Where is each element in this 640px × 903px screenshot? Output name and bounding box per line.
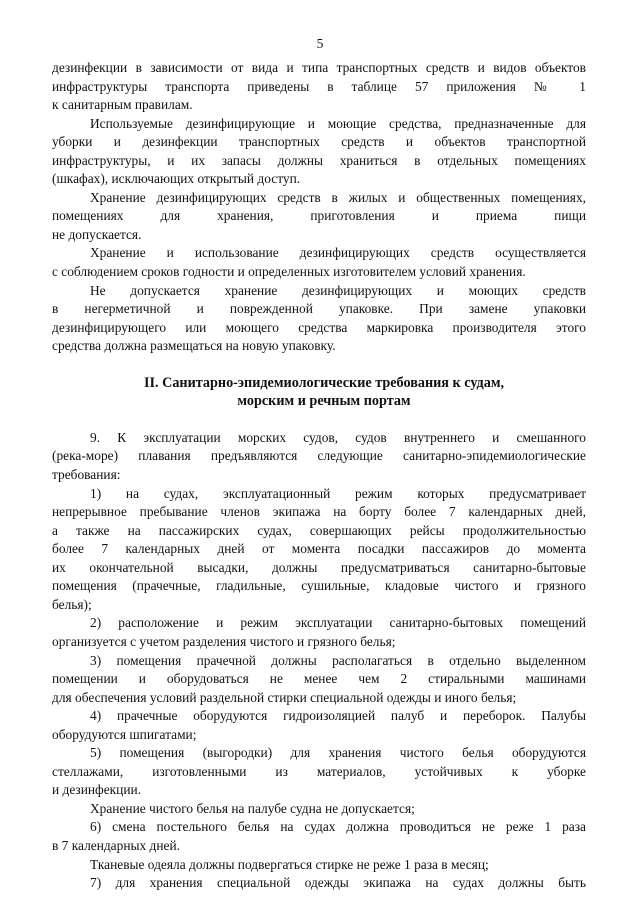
text-line: 6) смена постельного белья на судах должна проводиться не реже 1 раза bbox=[90, 819, 586, 835]
text-line: инфраструктуры, и их запасы должны храниться в отдельных помещениях bbox=[52, 152, 586, 168]
paragraph bbox=[52, 485, 586, 615]
paragraph bbox=[52, 874, 586, 893]
text-line: а также на пассажирских судах, совершающих рейсы продолжительностью bbox=[52, 522, 586, 538]
paragraph bbox=[52, 115, 586, 189]
text-line: с соблюдением сроков годности и определенных изготовителем условий хранения. bbox=[52, 264, 526, 280]
text-line: Хранение и использование дезинфицирующих средств осуществляется bbox=[90, 245, 586, 261]
text-line: стеллажами, изготовленными из материалов, устойчивых к уборке bbox=[52, 763, 586, 779]
paragraph bbox=[52, 614, 586, 651]
text-line: в 7 календарных дней. bbox=[52, 837, 180, 853]
text-line: уборки и дезинфекции транспортных средств и объектов транспортной bbox=[52, 134, 586, 150]
text-line: и дезинфекции. bbox=[52, 782, 142, 798]
spacer bbox=[52, 411, 586, 429]
text-line: непрерывное пребывание членов экипажа на борту более 7 календарных дней, bbox=[52, 504, 586, 520]
paragraph bbox=[52, 800, 586, 819]
paragraph bbox=[52, 652, 586, 708]
text-line: 3) помещения прачечной должны располагаться в отдельно выделенном bbox=[90, 652, 586, 668]
text-line: Не допускается хранение дезинфицирующих и моющих средств bbox=[90, 282, 586, 298]
heading-line: II. Санитарно-эпидемиологические требования к судам, bbox=[143, 374, 505, 391]
text-line: дезинфицирующего или моющего средства маркировка производителя этого bbox=[52, 319, 586, 335]
text-line: 7) для хранения специальной одежды экипажа на судах должны быть bbox=[90, 875, 586, 891]
paragraph bbox=[52, 282, 586, 356]
text-line: Хранение дезинфицирующих средств в жилых и общественных помещениях, bbox=[90, 189, 586, 205]
text-line: 4) прачечные оборудуются гидроизоляцией палуб и переборок. Палубы bbox=[90, 708, 586, 724]
paragraph bbox=[52, 818, 586, 855]
text-line: 5) помещения (выгородки) для хранения чистого белья оборудуются bbox=[90, 745, 586, 761]
text-line: требования: bbox=[52, 467, 121, 483]
document-body bbox=[52, 59, 586, 893]
text-line: для обеспечения условий раздельной стирки специальной одежды и иного белья; bbox=[52, 689, 517, 705]
text-line: 1) на судах, эксплуатационный режим которых предусматривает bbox=[90, 485, 586, 501]
text-line: их окончательной высадки, должны предусматриваться санитарно-бытовые bbox=[52, 559, 586, 575]
text-line: не допускается. bbox=[52, 226, 142, 242]
text-line: помещении и оборудоваться не менее чем 2 стиральными машинами bbox=[52, 671, 586, 687]
text-line: организуется с учетом разделения чистого и грязного белья; bbox=[52, 633, 396, 649]
page-number: 5 bbox=[316, 36, 324, 51]
paragraph bbox=[52, 856, 586, 875]
paragraph bbox=[52, 744, 586, 800]
text-line: белья); bbox=[52, 596, 92, 612]
text-line: средства должна размещаться на новую упаковку. bbox=[52, 338, 336, 354]
heading-line: морским и речным портам bbox=[237, 393, 411, 410]
text-line: помещениях для хранения, приготовления и приема пищи bbox=[52, 208, 586, 224]
text-line: (река-море) плавания предъявляются следующие санитарно-эпидемиологические bbox=[52, 448, 586, 464]
paragraph bbox=[52, 429, 586, 485]
text-line: дезинфекции в зависимости от вида и типа транспортных средств и видов объектов bbox=[52, 60, 586, 75]
paragraph bbox=[52, 244, 586, 281]
paragraph bbox=[52, 707, 586, 744]
paragraph bbox=[52, 59, 586, 115]
text-line: инфраструктуры транспорта приведены в таблице 57 приложения № 1 bbox=[52, 78, 586, 94]
text-line: более 7 календарных дней от момента посадки пассажиров до момента bbox=[52, 541, 586, 557]
text-line: Хранение чистого белья на палубе судна не допускается; bbox=[90, 800, 415, 816]
text-line: 9. К эксплуатации морских судов, судов внутреннего и смешанного bbox=[90, 429, 586, 445]
text-line: оборудуются шпигатами; bbox=[52, 726, 197, 742]
section-heading bbox=[62, 374, 586, 411]
text-line: 2) расположение и режим эксплуатации санитарно-бытовых помещений bbox=[90, 615, 586, 631]
text-line: Используемые дезинфицирующие и моющие средства, предназначенные для bbox=[90, 115, 586, 131]
text-line: к санитарным правилам. bbox=[52, 97, 193, 113]
text-line: Тканевые одеяла должны подвергаться стирке не реже 1 раза в месяц; bbox=[90, 856, 489, 872]
text-line: в негерметичной и поврежденной упаковке. При замене упаковки bbox=[52, 301, 586, 317]
spacer bbox=[52, 356, 586, 374]
text-line: (шкафах), исключающих открытый доступ. bbox=[52, 171, 301, 187]
paragraph bbox=[52, 189, 586, 245]
text-line: помещения (прачечные, гладильные, сушильные, кладовые чистого и грязного bbox=[52, 578, 586, 594]
